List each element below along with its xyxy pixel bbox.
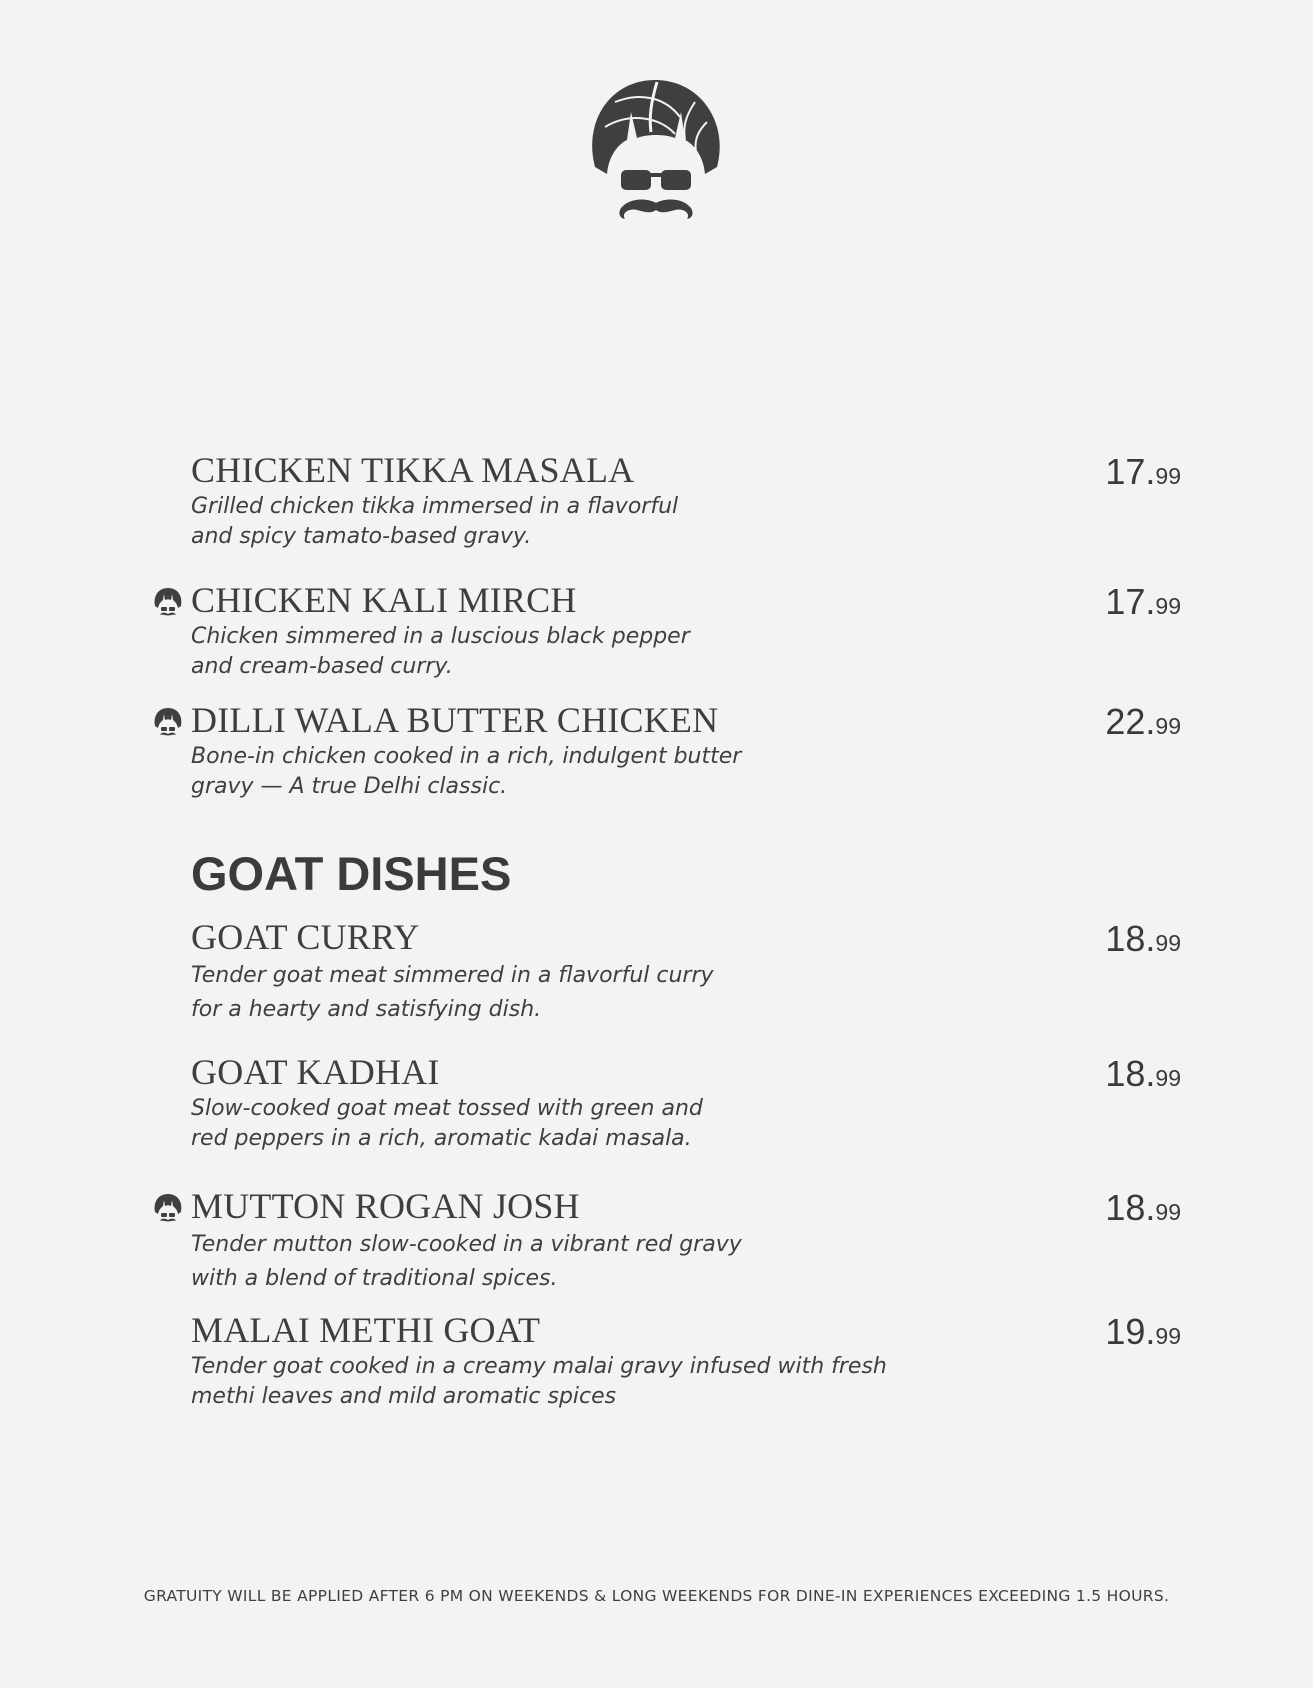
item-name: GOAT CURRY [191, 917, 420, 957]
item-price: 22.99 [1105, 701, 1181, 742]
turban-mustache-icon [153, 1192, 183, 1224]
menu-item-mutton-rogan-josh [191, 1186, 1181, 1296]
menu-item-goat-kadhai [191, 1052, 1181, 1154]
item-description: Bone-in chicken cooked in a rich, indulgent butter gravy — A true Delhi classic. [191, 744, 742, 799]
item-description: Tender mutton slow-cooked in a vibrant red gravy with a blend of traditional spices. [191, 1232, 742, 1291]
item-price: 18.99 [1105, 1053, 1181, 1094]
menu-item-chicken-tikka-masala [191, 450, 1181, 552]
menu-item-goat-curry [191, 917, 1181, 1027]
item-description: Tender goat meat simmered in a flavorful curry for a hearty and satisfying dish. [191, 963, 714, 1022]
item-description: Grilled chicken tikka immersed in a flavorful and spicy tamato-based gravy. [191, 494, 679, 549]
turban-mustache-icon [153, 586, 183, 618]
item-price: 17.99 [1105, 581, 1181, 622]
item-description: Chicken simmered in a luscious black pepper and cream-based curry. [191, 624, 690, 679]
menu-item-chicken-kali-mirch [191, 580, 1181, 682]
item-price: 19.99 [1105, 1311, 1181, 1352]
gratuity-note: GRATUITY WILL BE APPLIED AFTER 6 PM ON WEEKENDS & LONG WEEKENDS FOR DINE-IN EXPERIENCES EXCEEDING 1.5 HOURS. [143, 1587, 1170, 1605]
item-price: 18.99 [1105, 918, 1181, 959]
item-price: 18.99 [1105, 1187, 1181, 1228]
item-name: MUTTON ROGAN JOSH [191, 1186, 580, 1226]
item-name: DILLI WALA BUTTER CHICKEN [191, 700, 719, 740]
turban-mustache-icon [153, 706, 183, 738]
item-name: GOAT KADHAI [191, 1052, 440, 1092]
item-name: CHICKEN TIKKA MASALA [191, 450, 635, 490]
menu-item-malai-methi-goat [191, 1310, 1181, 1412]
menu-item-dilli-wala-butter-chicken [191, 700, 1181, 802]
item-price: 17.99 [1105, 451, 1181, 492]
item-description: Slow-cooked goat meat tossed with green and red peppers in a rich, aromatic kadai masala. [191, 1096, 703, 1151]
turban-mustache-logo-icon [585, 72, 727, 222]
section-title-goat-dishes: GOAT DISHES [191, 847, 512, 900]
item-name: CHICKEN KALI MIRCH [191, 580, 577, 620]
item-name: MALAI METHI GOAT [191, 1310, 541, 1350]
item-description: Tender goat cooked in a creamy malai gravy infused with fresh methi leaves and mild aromatic spices [191, 1354, 887, 1409]
